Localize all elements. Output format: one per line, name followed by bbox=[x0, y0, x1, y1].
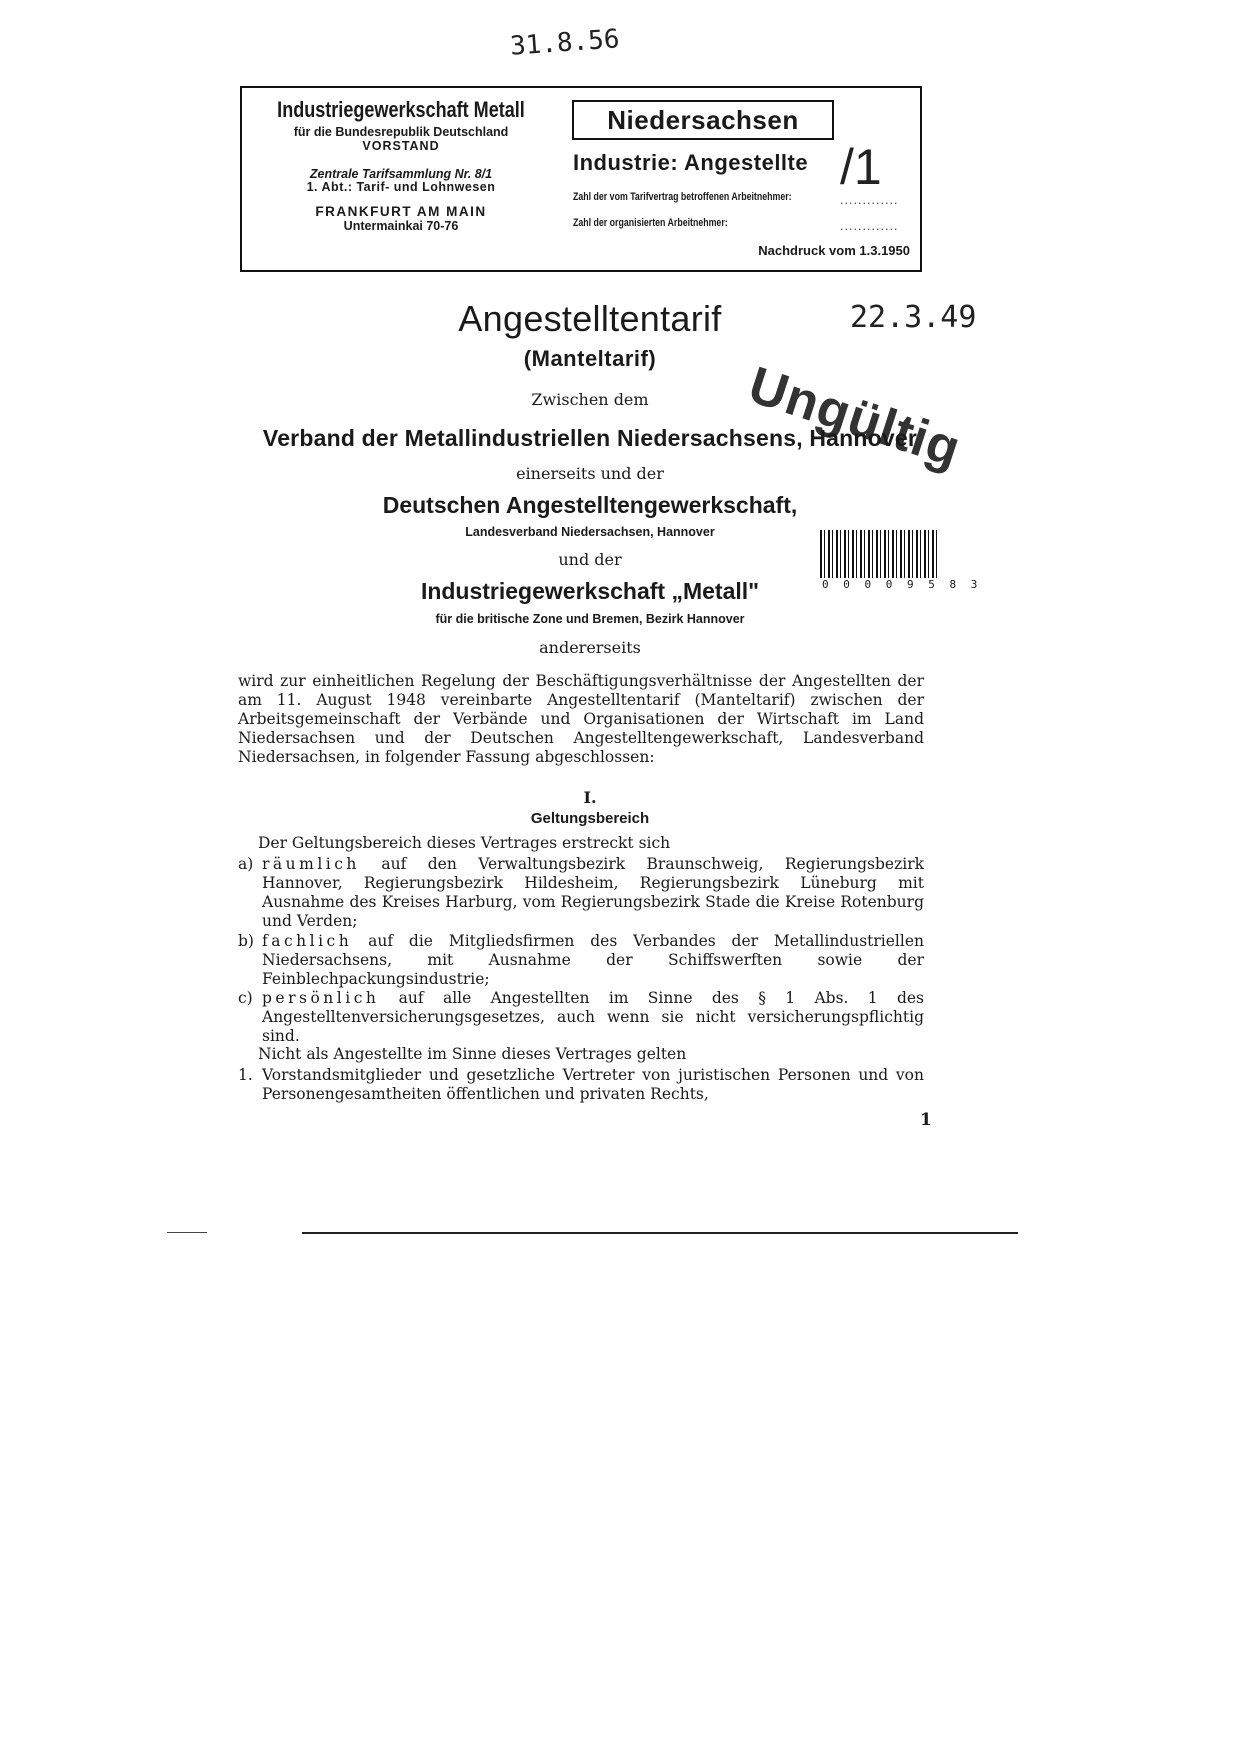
item-key: räumlich bbox=[262, 855, 360, 873]
issuer-street: Untermainkai 70-76 bbox=[343, 219, 459, 234]
party-employers: Verband der Metallindustriellen Niedersachsens, Hannover bbox=[262, 425, 918, 451]
page-number: 1 bbox=[920, 1110, 932, 1130]
item-text bbox=[262, 932, 924, 989]
and-the-text: und der bbox=[558, 550, 622, 569]
issuer-department: 1. Abt.: Tarif- und Lohnwesen bbox=[306, 180, 496, 195]
affected-employees-blank: ............. bbox=[840, 194, 899, 207]
item-label: 1. bbox=[238, 1066, 253, 1084]
item-text: Vorstandsmitglieder und gesetzliche Vertreter von juristischen Personen und von Personengesamtheiten öffentlichen und privaten Rechts, bbox=[262, 1066, 924, 1103]
item-text bbox=[262, 855, 924, 931]
reprint-date: Nachdruck vom 1.3.1950 bbox=[758, 243, 910, 258]
issuer-city: FRANKFURT AM MAIN bbox=[315, 204, 487, 220]
handwritten-date: 22.3.49 bbox=[850, 300, 977, 335]
invalid-stamp: Ungültig bbox=[741, 355, 968, 479]
item-body: auf den Verwaltungsbezirk Braunschweig, Regierungsbezirk Hannover, Regierungsbezirk Hildesheim, Regierungsbezirk Lüneburg mit Ausnahme des Kreises Harburg, vom Regierungsbezirk Stade die Kreise Rotenburg und Verden; bbox=[262, 855, 924, 930]
scope-item bbox=[238, 989, 924, 1046]
tariff-collection: Zentrale Tarifsammlung Nr. 8/1 bbox=[309, 166, 493, 181]
section-number: I. bbox=[583, 788, 597, 807]
issuer-scope: für die Bundesrepublik Deutschland bbox=[293, 125, 509, 140]
item-label: a) bbox=[238, 855, 254, 873]
organized-employees-blank: ............. bbox=[840, 220, 899, 233]
party-dag-branch: Landesverband Niedersachsen, Hannover bbox=[465, 525, 715, 539]
issuer-board: VORSTAND bbox=[362, 138, 440, 153]
issuer-organization: Industriegewerkschaft Metall bbox=[277, 97, 525, 122]
document-title: Angestelltentarif bbox=[458, 298, 722, 339]
industry-label: Industrie: Angestellte bbox=[573, 150, 809, 175]
intro-paragraph: wird zur einheitlichen Regelung der Beschäftigungsverhältnisse der Angestellten der am 11. August 1948 vereinbarte Angestelltentarif (Manteltarif) zwischen der Arbeitsgemeinschaft der Verbände und Organisationen der Wirtschaft im Land Niedersachsen und der Deutschen Angestelltengewerkschaft, Landesverband Niedersachsen, in folgender Fassung abgeschlossen: bbox=[238, 672, 924, 766]
scope-item bbox=[238, 855, 924, 931]
document-subtitle: (Manteltarif) bbox=[523, 346, 657, 371]
item-key: persönlich bbox=[262, 989, 380, 1007]
item-body: auf alle Angestellten im Sinne des § 1 Abs. 1 des Angestelltenversicherungsgesetzes, auch wenn sie nicht versicherungspflichtig sind. bbox=[262, 989, 924, 1045]
party-ig-metall-branch: für die britische Zone und Bremen, Bezirk Hannover bbox=[435, 612, 745, 626]
item-text bbox=[262, 989, 924, 1046]
party-dag: Deutschen Angestelltengewerkschaft, bbox=[382, 492, 798, 518]
handwritten-note-top: 31.8.56 bbox=[509, 24, 621, 62]
scope-item bbox=[238, 932, 924, 989]
barcode-number: 0 0 0 0 9 5 8 3 bbox=[822, 578, 982, 591]
affected-employees-label: Zahl der vom Tarifvertrag betroffenen Arbeitnehmer: bbox=[573, 191, 792, 203]
item-label: b) bbox=[238, 932, 254, 950]
footer-rule bbox=[302, 1232, 1018, 1234]
other-side-text: andererseits bbox=[539, 638, 641, 657]
header-box bbox=[240, 86, 922, 272]
issuer-block bbox=[242, 88, 560, 234]
item-key: fachlich bbox=[262, 932, 353, 950]
handwritten-mark: /1 bbox=[840, 139, 882, 195]
section-title: Geltungsbereich bbox=[530, 810, 650, 827]
item-body: auf die Mitgliedsfirmen des Verbandes der Metallindustriellen Niedersachsens, mit Ausnahme der Schiffswerften sowie der Feinblechpackungsindustrie; bbox=[262, 932, 924, 988]
exclusion-item bbox=[238, 1066, 924, 1104]
between-text: Zwischen dem bbox=[531, 390, 649, 409]
party-ig-metall: Industriegewerkschaft „Metall" bbox=[420, 578, 760, 604]
on-one-side-text: einerseits und der bbox=[516, 464, 664, 483]
organized-employees-label: Zahl der organisierten Arbeitnehmer: bbox=[573, 217, 728, 229]
not-employees-intro: Nicht als Angestellte im Sinne dieses Vertrages gelten bbox=[258, 1045, 687, 1063]
item-label: c) bbox=[238, 989, 253, 1007]
region-label: Niedersachsen bbox=[572, 100, 834, 140]
scope-intro: Der Geltungsbereich dieses Vertrages erstreckt sich bbox=[258, 834, 671, 852]
footer-rule-short bbox=[167, 1232, 207, 1233]
